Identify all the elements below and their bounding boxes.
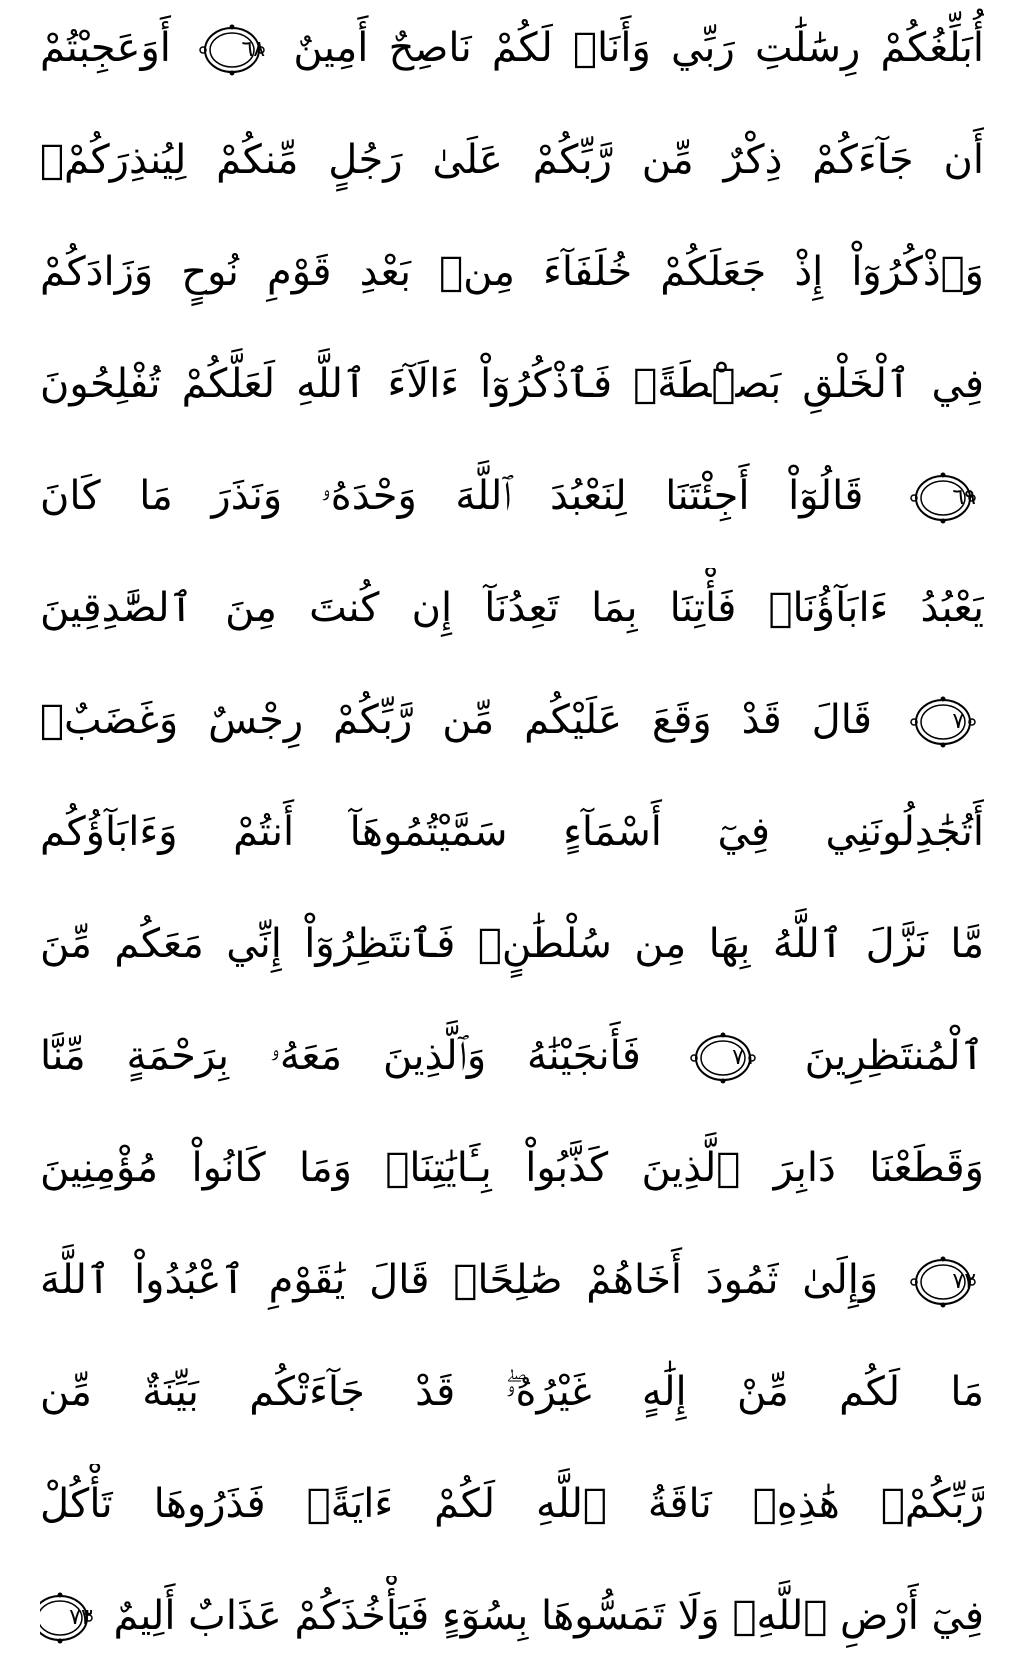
verse-text: ٱلْمُنتَظِرِينَ: [804, 1033, 984, 1079]
verse-line: [40, 344, 984, 424]
ayah-number-marker: [199, 24, 265, 76]
verse-text: فِيٓ أَرْضِ ٱللَّهِۖ وَلَا تَمَسُّوهَا بِسُوٓءٍ فَيَأْخُذَكُمْ عَذَابٌ أَلِيمٌ: [113, 1593, 984, 1639]
ayah-number: ٧٣: [69, 1605, 93, 1630]
verse-text: رَّبِّكُمْۖ هَٰذِهِۦ نَاقَةُ ٱللَّهِ لَكُمْ ءَايَةًۖ فَذَرُوهَا تَأْكُلْ: [40, 1481, 984, 1527]
ayah-number: ٧٠: [952, 709, 976, 734]
verse-line: [40, 1240, 984, 1320]
verse-line: [40, 1576, 984, 1656]
ayah-number-marker: [910, 696, 976, 748]
verse-line: [40, 232, 984, 312]
verse-text: أَتُجَٰدِلُونَنِي فِيٓ أَسْمَآءٍ سَمَّيْتُمُوهَآ أَنتُمْ وَءَابَآؤُكُم: [40, 809, 984, 855]
ayah-number: ٦٨: [241, 37, 266, 62]
verse-line: [40, 680, 984, 760]
verse-text: مَّا نَزَّلَ ٱللَّهُ بِهَا مِن سُلْطَٰنٍۚ فَٱنتَظِرُوٓاْ إِنِّي مَعَكُم مِّنَ: [40, 921, 984, 967]
ayah-number-marker: [910, 1256, 976, 1308]
ayah-number: ٧١: [732, 1045, 756, 1070]
ayah-number-marker: [910, 472, 976, 524]
verse-text: أَوَعَجِبْتُمْ: [40, 25, 171, 71]
ayah-number: ٦٩: [952, 485, 976, 510]
verse-line: [40, 1464, 984, 1544]
verse-text: فِي ٱلْخَلْقِ بَصْۜطَةًۖ فَٱذْكُرُوٓاْ ءَالَآءَ ٱللَّهِ لَعَلَّكُمْ تُفْلِحُونَ: [40, 361, 984, 407]
verse-line: [40, 1016, 984, 1096]
verse-text: مَا لَكُم مِّنْ إِلَٰهٍ غَيْرُهُۥۖ قَدْ جَآءَتْكُم بَيِّنَةٌ مِّن: [40, 1369, 984, 1415]
ayah-number-marker: [40, 1592, 93, 1644]
verse-text: قَالُوٓاْ أَجِئْتَنَا لِنَعْبُدَ ٱللَّهَ وَحْدَهُۥ وَنَذَرَ مَا كَانَ: [40, 473, 864, 519]
verse-line: [40, 1352, 984, 1432]
verse-line: [40, 120, 984, 200]
verse-line: [40, 904, 984, 984]
verse-line: [40, 1128, 984, 1208]
verse-text: وَقَطَعْنَا دَابِرَ ٱلَّذِينَ كَذَّبُواْ بِـَٔايَٰتِنَاۖ وَمَا كَانُواْ مُؤْمِنِينَ: [40, 1145, 984, 1191]
verse-text: فَأَنجَيْنَٰهُ وَٱلَّذِينَ مَعَهُۥ بِرَحْمَةٍ مِّنَّا: [40, 1033, 641, 1079]
verse-text: أُبَلِّغُكُمْ رِسَٰلَٰتِ رَبِّي وَأَنَا۠ لَكُمْ نَاصِحٌ أَمِينٌ: [293, 25, 984, 71]
verse-text: قَالَ قَدْ وَقَعَ عَلَيْكُم مِّن رَّبِّكُمْ رِجْسٌ وَغَضَبٌۖ: [40, 697, 873, 743]
verse-text: أَن جَآءَكُمْ ذِكْرٌ مِّن رَّبِّكُمْ عَلَىٰ رَجُلٍ مِّنكُمْ لِيُنذِرَكُمْۚ: [40, 137, 984, 183]
verse-line: [40, 792, 984, 872]
verse-line: [40, 456, 984, 536]
verse-text: وَٱذْكُرُوٓاْ إِذْ جَعَلَكُمْ خُلَفَآءَ مِنۢ بَعْدِ قَوْمِ نُوحٍ وَزَادَكُمْ: [40, 249, 984, 295]
verse-text: يَعْبُدُ ءَابَآؤُنَاۖ فَأْتِنَا بِمَا تَعِدُنَآ إِن كُنتَ مِنَ ٱلصَّٰدِقِينَ: [40, 585, 984, 631]
verse-line: [40, 568, 984, 648]
ayah-number-marker: [690, 1032, 756, 1084]
verse-line: [40, 8, 984, 88]
ayah-number: ٧٢: [952, 1269, 977, 1294]
verse-text: وَإِلَىٰ ثَمُودَ أَخَاهُمْ صَٰلِحًاۚ قَالَ يَٰقَوْمِ ٱعْبُدُواْ ٱللَّهَ: [40, 1257, 879, 1303]
